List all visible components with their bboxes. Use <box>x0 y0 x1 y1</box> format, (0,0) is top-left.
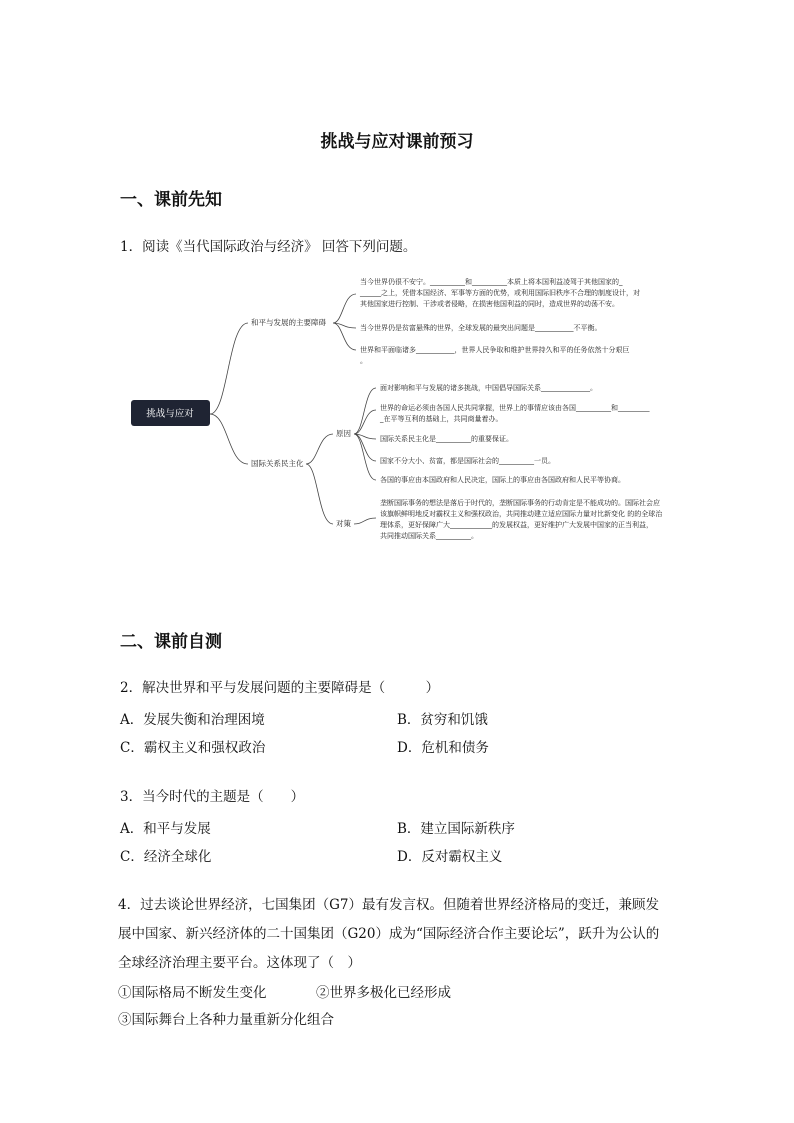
section-heading-preview: 一、课前先知 <box>120 190 222 210</box>
leaf-text: _在平等互利的基础上，共同商量着办。 <box>380 415 503 423</box>
q4-line: 4．过去谈论世界经济，七国集团（G7）最有发言权。但随着世界经济格局的变迁，兼顾发 <box>118 897 659 913</box>
question-2-stem: 2．解决世界和平与发展问题的主要障碍是（ ） <box>120 680 440 696</box>
q4-statement-3: ③国际舞台上各种力量重新分化组合 <box>118 1012 334 1028</box>
branch-democratization: 国际关系民主化 <box>251 459 304 468</box>
q2-option-b[interactable]: B．贫穷和饥饿 <box>397 712 488 728</box>
mind-map <box>128 268 708 558</box>
connector <box>354 410 376 434</box>
leaf-text: ______之上，凭借本国经济、军事等方面的优势，或利用国际旧秩序不合理的制度设计，对 <box>360 289 640 297</box>
leaf-text: 当今世界仍是贫富悬殊的世界，全球发展的最突出问题是___________不平衡。 <box>360 324 602 332</box>
leaf-text: 世界的命运必须由各国人民共同掌握，世界上的事情应该由各国__________和_________ <box>380 404 650 412</box>
connector <box>354 434 376 480</box>
leaf-text: 世界和平面临诸多___________，世界人民争取和维护世界持久和平的任务依然十分艰巨 <box>360 346 630 354</box>
connector <box>354 518 376 524</box>
question-4-stem <box>118 891 678 978</box>
leaf-text: 垄断国际事务的想法是落后于时代的，垄断国际事务的行动肯定是不能成功的。国际社会应 <box>380 499 660 507</box>
leaf-text: 当今世界仍很不安宁。__________和__________本质上将本国利益凌驾于其他国家的_ <box>360 278 623 286</box>
q4-statement-2: ②世界多极化已经形成 <box>316 985 451 1001</box>
q4-line: 展中国家、新兴经济体的二十国集团（G20）成为“国际经济合作主要论坛”，跃升为公认的 <box>118 926 660 942</box>
leaf-text: 。 <box>360 357 367 365</box>
q2-option-c[interactable]: C．霸权主义和强权政治 <box>120 740 266 756</box>
q3-option-b[interactable]: B．建立国际新秩序 <box>397 821 515 837</box>
connector <box>210 414 248 464</box>
connector <box>333 323 356 350</box>
q4-line: 全球经济治理主要平台。这体现了（ ） <box>118 955 361 971</box>
root-node: 挑战与应对 <box>146 408 194 420</box>
q3-option-c[interactable]: C．经济全球化 <box>120 849 212 865</box>
branch-obstacles: 和平与发展的主要障碍 <box>251 318 326 327</box>
leaf-text: 面对影响和平与发展的诸多挑战，中国倡导国际关系______________。 <box>380 384 597 392</box>
leaf-text: 各国的事应由本国政府和人民决定，国际上的事应由各国政府和人民平等协商。 <box>380 476 625 484</box>
connector <box>306 434 333 464</box>
leaf-text: 共同推动国际关系__________。 <box>380 532 478 540</box>
connector <box>333 294 356 323</box>
leaf-text: 理体系，更好保障广大____________的发展权益，更好维护广大发展中国家的正当利益， <box>380 521 653 529</box>
q3-option-a[interactable]: A．和平与发展 <box>120 821 211 837</box>
q3-option-d[interactable]: D．反对霸权主义 <box>397 849 503 865</box>
q2-option-d[interactable]: D．危机和债务 <box>397 740 489 756</box>
question-1: 1．阅读《当代国际政治与经济》 回答下列问题。 <box>120 239 417 255</box>
q4-statement-1: ①国际格局不断发生变化 <box>118 985 267 1001</box>
leaf-text: 国际关系民主化是__________的重要保证。 <box>380 435 513 443</box>
connector <box>333 323 356 328</box>
connector <box>354 434 376 461</box>
branch-reasons: 原因 <box>336 429 351 438</box>
connector <box>210 323 248 414</box>
question-3-stem: 3．当今时代的主题是（ ） <box>120 789 305 805</box>
branch-measures: 对策 <box>336 519 351 528</box>
leaf-text: 国家不分大小、贫富，都是国际社会的__________一员。 <box>380 457 555 465</box>
leaf-text: 该旗帜鲜明地反对霸权主义和强权政治，共同推动建立适应国际力量对比新变化 的的全球治 <box>380 510 663 518</box>
section-heading-selftest: 二、课前自测 <box>120 632 222 652</box>
q2-option-a[interactable]: A．发展失衡和治理困境 <box>120 712 265 728</box>
page-title: 挑战与应对课前预习 <box>320 132 474 152</box>
connector <box>306 464 333 524</box>
leaf-text: 其他国家进行控制、干涉或者侵略，在损害他国利益的同时，造成世界的动荡不安。 <box>360 300 619 308</box>
